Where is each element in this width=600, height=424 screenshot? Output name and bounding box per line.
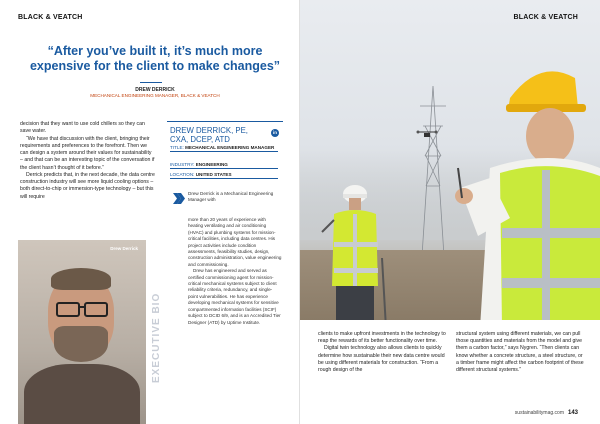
paragraph: Derrick predicts that, in the next decade, the data centre construction industry will see more liquid cooling options – both direct-to-chip or immersion-type technology – but this will require <box>20 171 155 200</box>
footer-site[interactable]: sustainabilitymag.com <box>514 410 564 416</box>
portrait-glasses-bridge <box>78 306 84 308</box>
executive-bio-label: EXECUTIVE BIO <box>151 292 162 383</box>
drone-icon <box>416 130 438 140</box>
bio-paragraph: more than 20 years of experience with heating ventilating and air conditioning (HVAC) and plumbing systems for mission-critical facilities, including data centres. His project activities include condition assessments, feasibility studies, design, construction administration, value engineering and commissioning. <box>188 217 282 267</box>
portrait-hair <box>51 268 111 290</box>
bio-intro: Drew Derrick is a Mechanical Engineering Manager with <box>188 191 274 203</box>
right-column-1 <box>318 331 446 374</box>
worker-front-figure <box>450 58 600 320</box>
bio-name: DREW DERRICK, PE, CXA, DCEP, ATD <box>170 126 248 144</box>
bio-industry-row <box>170 162 278 169</box>
right-page <box>300 0 600 424</box>
portrait-glasses-right <box>84 302 108 317</box>
pull-quote-role: MECHANICAL ENGINEERING MANAGER, BLACK & VEATCH <box>90 93 220 98</box>
photo-caption: Drew Derrick <box>110 246 138 251</box>
power-pylon <box>420 86 446 256</box>
worker-back-figure <box>320 168 390 320</box>
portrait-photo <box>18 240 146 424</box>
bio-title-value: MECHANICAL ENGINEERING MANAGER <box>185 145 275 150</box>
portrait-beard <box>54 326 108 362</box>
bio-location-value: UNITED STATES <box>195 172 232 177</box>
pull-quote-name: DREW DERRICK <box>135 87 175 93</box>
pull-quote-divider <box>140 82 162 83</box>
executive-bio <box>151 121 283 421</box>
bio-location-row <box>170 172 278 179</box>
paragraph: structural system using different materials, we can pull those quantities and materials from the model and give them a carbon factor,” says Nygren. “Then clients can know whether a concrete structure, a steel structure, or a timber frame might affect the carbon footprint of these different structural systems.” <box>456 331 584 374</box>
bio-body <box>188 217 282 326</box>
portrait-shirt <box>24 364 140 424</box>
portrait-glasses-left <box>56 302 80 317</box>
construction-site-photo <box>300 0 600 320</box>
linkedin-icon[interactable]: in <box>273 130 277 135</box>
bio-title-label: TITLE: <box>170 145 184 150</box>
left-body-text <box>20 121 155 201</box>
bio-industry-value: ENGINEERING <box>195 162 228 167</box>
bio-title-row <box>170 145 278 152</box>
paragraph: decision that they want to use cold chillers so they can save water. <box>20 121 145 135</box>
paragraph: clients to make upfront investments in the technology to reap the rewards of its better functionality over time. <box>318 331 446 345</box>
pull-quote: “After you’ve built it, it’s much more expensive for the client to make changes” <box>29 44 281 73</box>
paragraph: Digital twin technology also allows clients to quickly determine how sustainable their new data centre would be using different materials for construction. “From a rough design of the <box>318 345 445 374</box>
page-footer <box>515 410 578 416</box>
page-number: 143 <box>567 410 578 416</box>
right-column-2 <box>456 331 584 374</box>
paragraph: “We have that discussion with the client, bringing their requirements and preferences to the forefront. Then we can design a system around their values for sustainability – and that can be an interesting topic of the conversation if the client hasn’t thought of it before.” <box>20 135 155 171</box>
left-running-header: BLACK & VEATCH <box>18 14 83 21</box>
bio-location-label: LOCATION: <box>170 172 195 177</box>
right-running-header: BLACK & VEATCH <box>513 14 578 21</box>
bio-industry-label: INDUSTRY: <box>170 162 195 167</box>
chevron-quote-icon <box>173 193 185 204</box>
bio-paragraph: Drew has engineered and served as certified commissioning agent for mission-critical mechanical systems subject to client reliability criteria, redundancy, and single-point vulnerabilities. He has experience developing mechanical systems for sensitive compartmented information facilities (SCIF) subject to DCID 6/9, and is an Accredited Tier Designer (ATD) by Uptime Institute. <box>188 268 281 325</box>
